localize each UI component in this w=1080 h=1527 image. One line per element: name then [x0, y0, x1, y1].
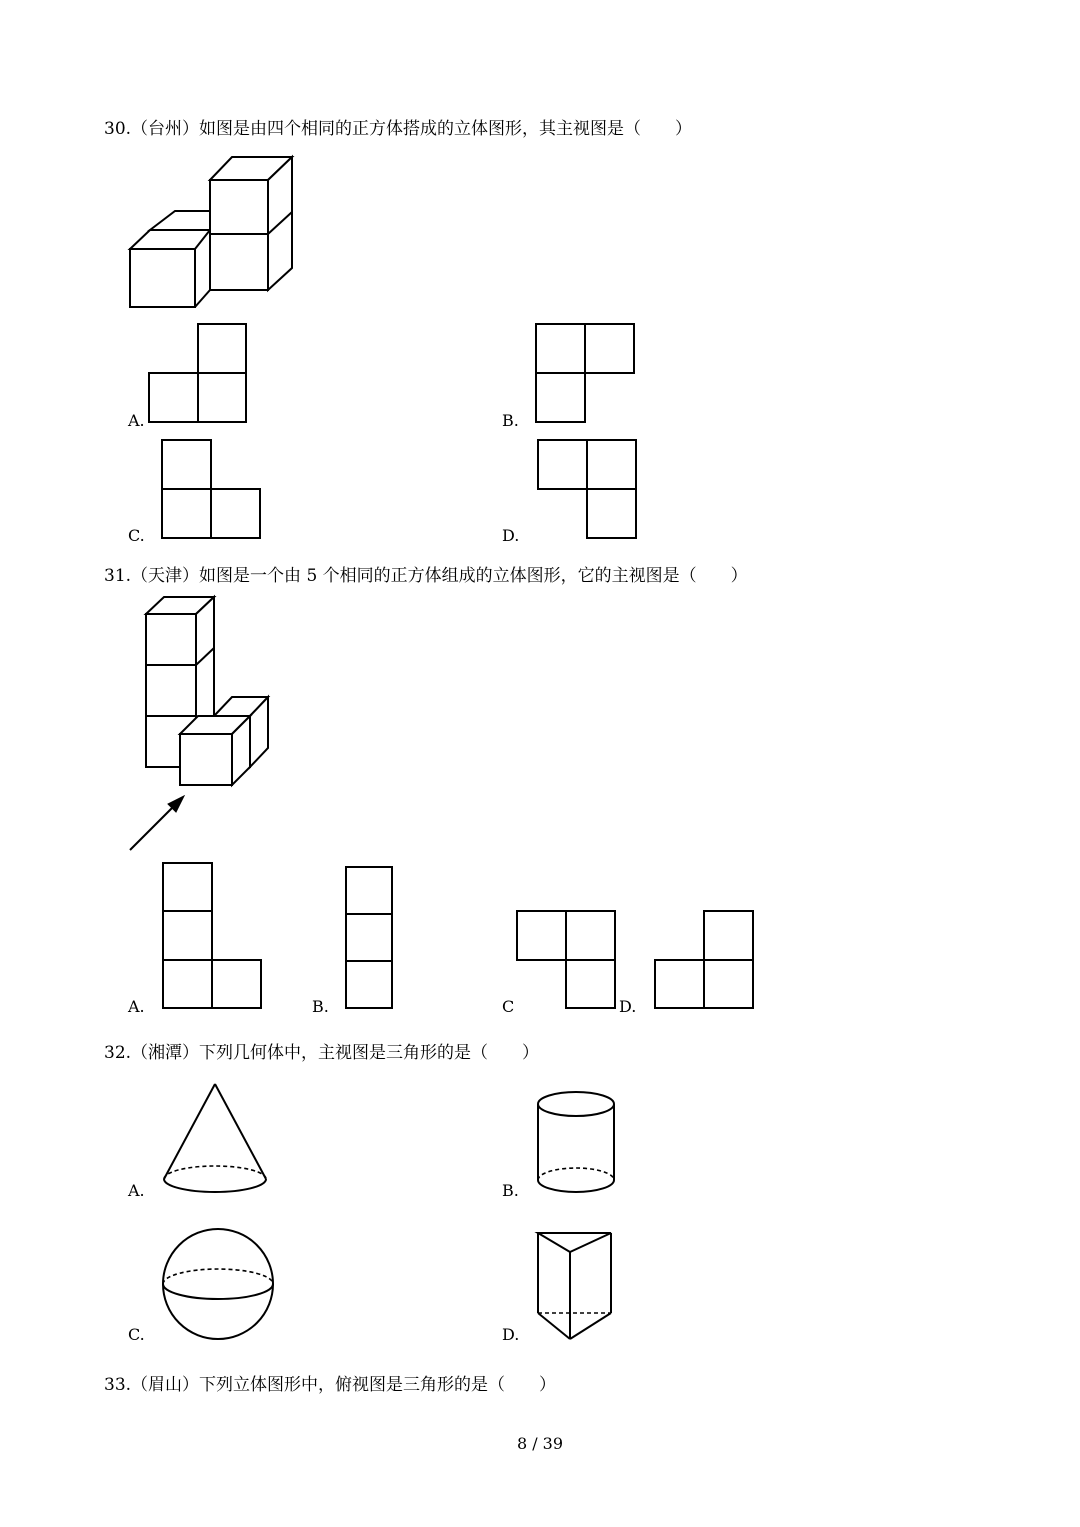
q32-option-a-label[interactable]: A. — [128, 1181, 145, 1200]
q31-option-b-label[interactable]: B. — [312, 997, 329, 1016]
q30-option-d-label[interactable]: D. — [502, 526, 520, 545]
question-text: （眉山）下列立体图形中，俯视图是三角形的是（ ） — [131, 1375, 557, 1395]
question-text: （湘潭）下列几何体中，主视图是三角形的是（ ） — [131, 1043, 540, 1063]
q30-option-c-label[interactable]: C. — [128, 526, 145, 545]
question-number: 30. — [104, 119, 132, 139]
question-33 — [104, 1370, 556, 1395]
q32-option-b-label[interactable]: B. — [502, 1181, 519, 1200]
q31-option-d-label[interactable]: D. — [619, 997, 637, 1016]
q30-option-a-label[interactable]: A. — [128, 411, 145, 430]
question-text: （天津）如图是一个由 5 个相同的正方体组成的立体图形，它的主视图是（ ） — [131, 566, 748, 586]
q32-option-d-label[interactable]: D. — [502, 1325, 520, 1344]
question-number: 33. — [104, 1375, 132, 1395]
q31-option-c-label[interactable]: C — [502, 997, 515, 1016]
page-number: 8 / 39 — [516, 1434, 564, 1453]
q31-option-a-label[interactable]: A. — [128, 997, 145, 1016]
q30-option-b-label[interactable]: B. — [502, 411, 519, 430]
question-number: 32. — [104, 1043, 132, 1063]
question-number: 31. — [104, 566, 132, 586]
question-text: （台州）如图是由四个相同的正方体搭成的立体图形，其主视图是（ ） — [131, 119, 693, 139]
q32-option-c-label[interactable]: C. — [128, 1325, 145, 1344]
